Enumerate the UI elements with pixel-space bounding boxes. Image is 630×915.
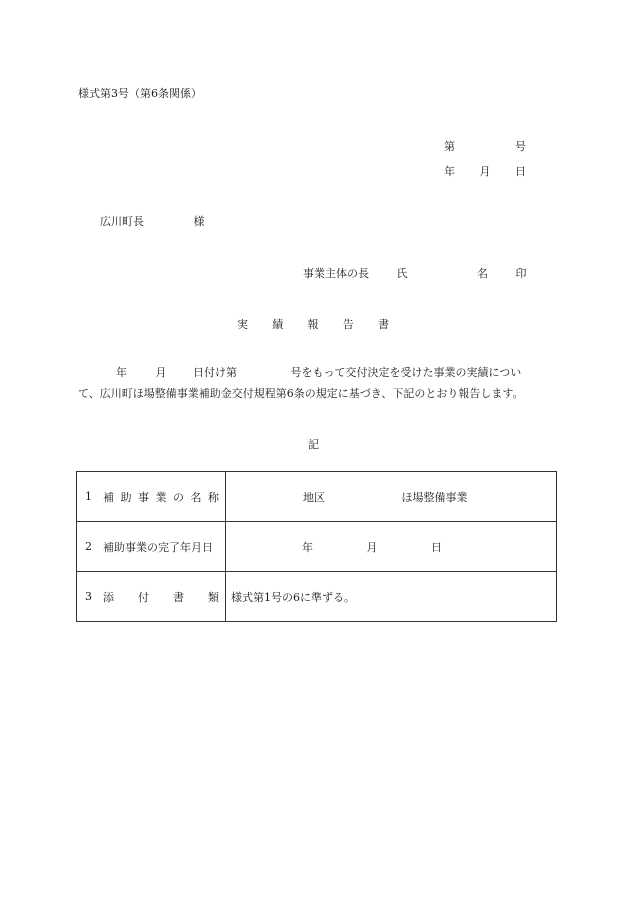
- title-char: 告: [342, 318, 354, 331]
- row-number: 1: [85, 490, 92, 503]
- row-label: 補助事業の完了年月日: [103, 540, 213, 554]
- label-char: 補: [103, 490, 114, 504]
- doc-number-dai: 第: [444, 140, 455, 153]
- value-project: ほ場整備事業: [401, 490, 468, 504]
- body-line-1: [116, 364, 521, 380]
- row-value-cell: [226, 572, 557, 622]
- row-value-cell: [226, 472, 557, 522]
- records-table: [76, 471, 557, 622]
- value-text: 様式第1号の6に準ずる。: [231, 590, 355, 604]
- title-char: 績: [272, 318, 284, 331]
- row-value-cell: [226, 522, 557, 572]
- body-month: 月: [155, 366, 167, 379]
- form-number: 様式第3号（第6条関係）: [78, 87, 202, 100]
- row-label: [103, 589, 219, 605]
- row-label-cell: [77, 472, 226, 522]
- addressee: [100, 213, 205, 229]
- row-label-cell: [77, 572, 226, 622]
- table-row: [77, 522, 557, 572]
- applicant-line: [303, 265, 527, 281]
- label-char: 名: [190, 490, 202, 504]
- label-char: 添: [103, 590, 114, 604]
- label-char: 類: [208, 590, 219, 604]
- value-month: 月: [366, 540, 378, 554]
- label-char: 業: [155, 490, 167, 504]
- applicant-in: 印: [515, 267, 527, 280]
- label-char: 付: [138, 590, 149, 604]
- applicant-shi: 氏: [396, 267, 408, 280]
- row-label-cell: [77, 522, 226, 572]
- row-number: 3: [85, 590, 92, 603]
- document-number-line: [444, 138, 526, 154]
- addressee-name: 広川町長: [100, 215, 144, 228]
- title-char: 報: [307, 318, 319, 331]
- body-line-2: て、広川町ほ場整備事業補助金交付規程第6条の規定に基づき、下記のとおり報告します。: [78, 387, 524, 400]
- document-title: [237, 316, 389, 332]
- title-char: 実: [237, 318, 248, 331]
- value-year: 年: [302, 540, 313, 554]
- label-char: 助: [120, 490, 132, 504]
- date-day: 日: [515, 165, 526, 178]
- body-daydate: 日付け第: [193, 366, 237, 379]
- row-label: [103, 489, 219, 505]
- value-day: 日: [431, 540, 442, 554]
- table-row: [77, 472, 557, 522]
- row-number: 2: [85, 540, 92, 553]
- doc-number-go: 号: [515, 140, 526, 153]
- label-char: 書: [173, 590, 184, 604]
- addressee-sama: 様: [193, 215, 205, 228]
- value-district: 地区: [303, 490, 325, 504]
- date-line: [444, 163, 526, 179]
- table-row: [77, 572, 557, 622]
- label-char: 事: [138, 490, 149, 504]
- title-char: 書: [378, 318, 389, 331]
- label-char: の: [173, 490, 184, 504]
- applicant-label: 事業主体の長: [303, 267, 369, 280]
- date-year: 年: [444, 165, 455, 178]
- label-char: 称: [208, 490, 219, 504]
- date-month: 月: [479, 165, 491, 178]
- ki-heading: 記: [308, 438, 319, 451]
- body-year: 年: [116, 366, 127, 379]
- applicant-mei: 名: [477, 267, 488, 280]
- body-rest: 号をもって交付決定を受けた事業の実績につい: [290, 366, 522, 379]
